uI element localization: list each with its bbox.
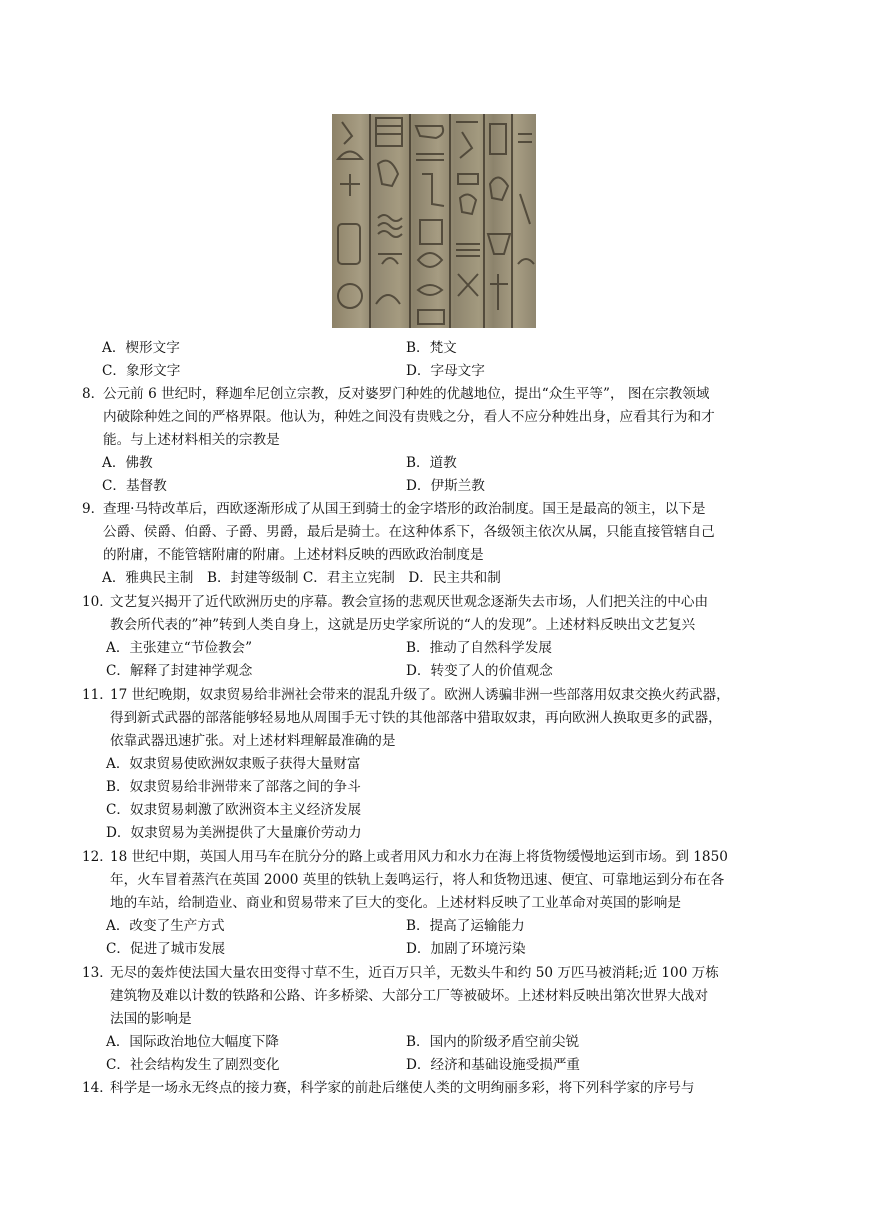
q8-option-d: D．伊斯兰教 bbox=[406, 478, 485, 494]
q13-option-a: A．国际政治地位大幅度下降 bbox=[106, 1034, 279, 1050]
q12-option-d: D．加剧了环境污染 bbox=[406, 941, 526, 957]
q9-text-line: 查理·马特改革后，西欧逐渐形成了从国王到骑士的金字塔形的政治制度。国王是最高的领主，以下是 bbox=[103, 501, 706, 517]
q13-text-line: 建筑物及难以计数的铁路和公路、许多桥梁、大部分工厂等被破坏。上述材料反映出第次世界大战对 bbox=[110, 988, 709, 1004]
q7-option-b: B．梵文 bbox=[406, 340, 457, 356]
q12-text-line: 年，火车冒着蒸汽在英国 2000 英里的铁轨上轰鸣运行，将人和货物迅速、便宜、可靠地运到分布在各 bbox=[110, 872, 725, 888]
q11-text-line: 依靠武器迅速扩张。对上述材料理解最准确的是 bbox=[110, 733, 396, 749]
q7-option-c: C．象形文字 bbox=[102, 363, 181, 379]
q12-text-line: 18 世纪中期，英国人用马车在肮分分的路上或者用风力和水力在海上将货物缓慢地运到市场。到 1850 bbox=[110, 849, 728, 865]
q8-number: 8． bbox=[82, 386, 105, 402]
q9-options: A．雅典民主制 B．封建等级制 C．君主立宪制 D．民主共和制 bbox=[102, 570, 501, 586]
q8-option-c: C．基督教 bbox=[102, 478, 167, 494]
q11-option-b: B．奴隶贸易给非洲带来了部落之间的争斗 bbox=[106, 779, 361, 795]
q13-text-line: 法国的影响是 bbox=[110, 1011, 192, 1027]
q10-option-b: B．推动了自然科学发展 bbox=[406, 640, 552, 656]
q9-text-line: 公爵、侯爵、伯爵、子爵、男爵，最后是骑士。在这种体系下，各级领主依次从属，只能直接管辖自己 bbox=[103, 524, 715, 540]
q13-option-c: C．社会结构发生了剧烈变化 bbox=[106, 1057, 280, 1073]
q8-option-a: A．佛教 bbox=[102, 455, 153, 471]
q9-number: 9． bbox=[82, 501, 105, 517]
q10-option-c: C．解释了封建神学观念 bbox=[106, 663, 253, 679]
q11-option-c: C．奴隶贸易刺激了欧洲资本主义经济发展 bbox=[106, 802, 362, 818]
hieroglyph-image bbox=[332, 114, 536, 328]
q12-option-a: A．改变了生产方式 bbox=[106, 918, 225, 934]
q12-option-c: C．促进了城市发展 bbox=[106, 941, 226, 957]
q8-text-line: 能。与上述材料相关的宗教是 bbox=[103, 432, 280, 448]
q8-text-line: 公元前 6 世纪时，释迦牟尼创立宗教，反对婆罗门种姓的优越地位，提出“众生平等”， 图在宗教领域 bbox=[103, 386, 710, 402]
q9-text-line: 的附庸，不能管辖附庸的附庸。上述材料反映的西欧政治制度是 bbox=[103, 547, 484, 563]
q10-option-a: A．主张建立“节俭教会” bbox=[106, 640, 253, 656]
q11-option-d: D．奴隶贸易为美洲提供了大量廉价劳动力 bbox=[106, 825, 362, 841]
hieroglyph-drawing bbox=[332, 114, 536, 328]
q13-number: 13． bbox=[82, 965, 113, 981]
q13-option-b: B．国内的阶级矛盾空前尖锐 bbox=[406, 1034, 580, 1050]
q10-text-line: 教会所代表的”神”转到人类自身上，这就是历史学家所说的“人的发现”。上述材料反映出文艺复兴 bbox=[110, 617, 696, 633]
q12-option-b: B．提高了运输能力 bbox=[406, 918, 525, 934]
q12-text-line: 地的车站，给制造业、商业和贸易带来了巨大的变化。上述材料反映了工业革命对英国的影响是 bbox=[110, 895, 681, 911]
q7-option-a: A．楔形文字 bbox=[102, 340, 180, 356]
q11-text-line: 17 世纪晚期，奴隶贸易给非洲社会带来的混乱升级了。欧洲人诱骗非洲一些部落用奴隶交换火药武器， bbox=[110, 687, 730, 703]
q10-number: 10． bbox=[82, 594, 113, 610]
q14-text-line: 科学是一场永无终点的接力赛，科学家的前赴后继使人类的文明绚丽多彩，将下列科学家的序号与 bbox=[110, 1080, 695, 1096]
q10-text-line: 文艺复兴揭开了近代欧洲历史的序幕。教会宣扬的悲观厌世观念逐渐失去市场，人们把关注的中心由 bbox=[110, 594, 709, 610]
q13-option-d: D．经济和基础设施受损严重 bbox=[406, 1057, 581, 1073]
q13-text-line: 无尽的轰炸使法国大量农田变得寸草不生，近百万只羊，无数头牛和约 50 万匹马被消耗;近 100 万栋 bbox=[110, 965, 719, 981]
q11-text-line: 得到新式武器的部落能够轻易地从周围手无寸铁的其他部落中猎取奴隶，再向欧洲人换取更多的武器， bbox=[110, 710, 722, 726]
q8-option-b: B．道教 bbox=[406, 455, 457, 471]
q7-option-d: D．字母文字 bbox=[406, 363, 485, 379]
q8-text-line: 内破除种姓之间的严格界限。他认为，种姓之间没有贵贱之分，看人不应分种姓出身，应看其行为和才 bbox=[103, 409, 715, 425]
q12-number: 12． bbox=[82, 849, 113, 865]
q14-number: 14． bbox=[82, 1080, 113, 1096]
q11-number: 11． bbox=[82, 687, 113, 703]
q11-option-a: A．奴隶贸易使欧洲奴隶贩子获得大量财富 bbox=[106, 756, 361, 772]
q10-option-d: D．转变了人的价值观念 bbox=[406, 663, 553, 679]
